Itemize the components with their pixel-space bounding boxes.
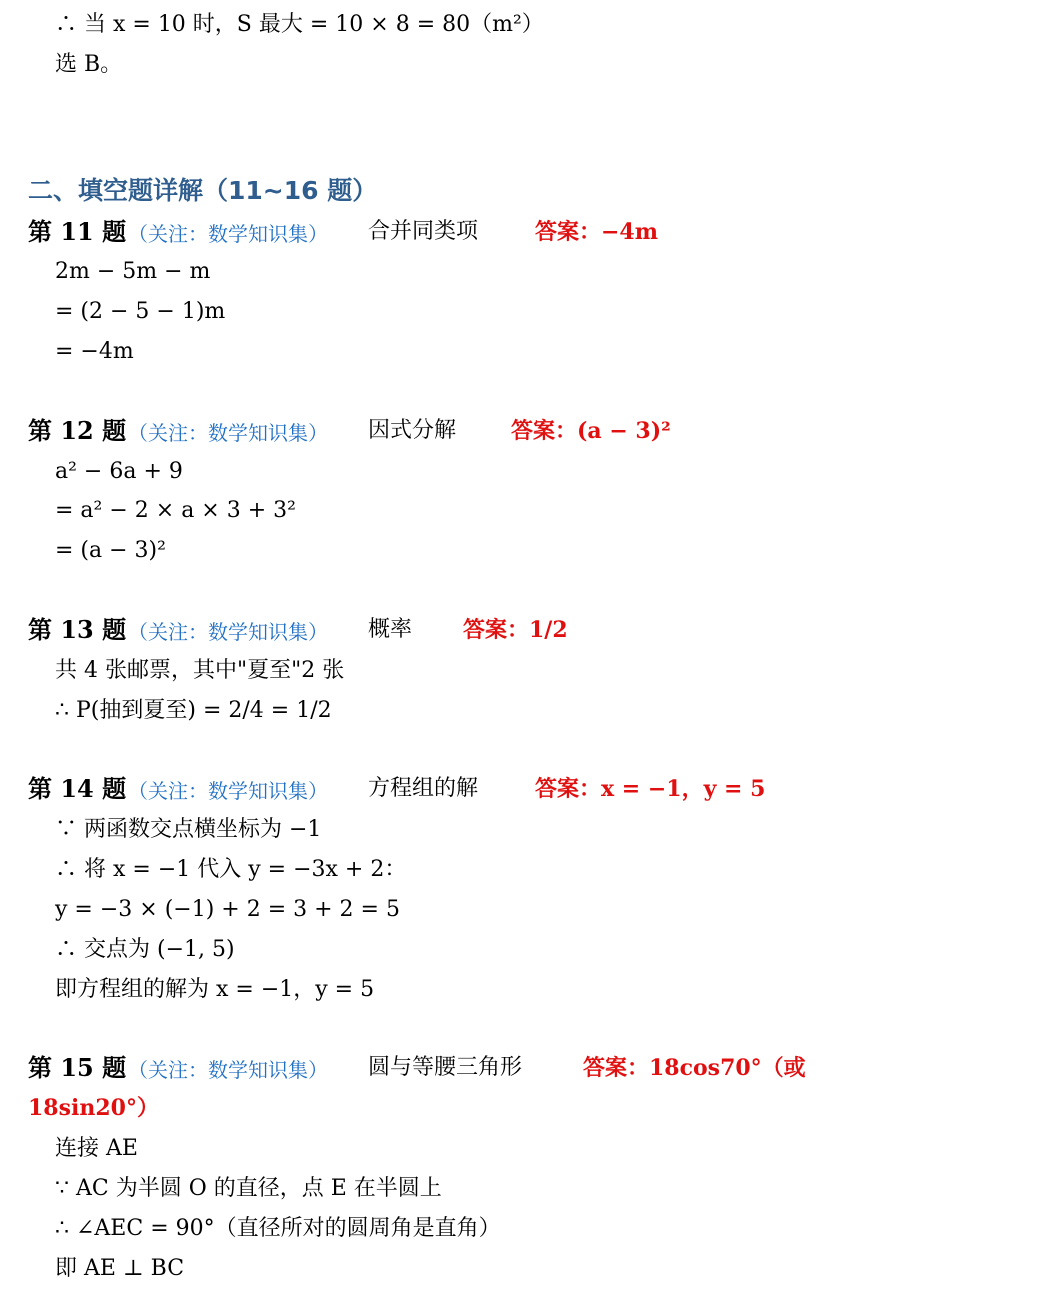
question-answer: 答案：18cos70°（或 <box>583 1055 806 1081</box>
solution-line: ∴ 将 x = −1 代入 y = −3x + 2： <box>55 857 407 882</box>
question-answer: 答案：(a − 3)² <box>511 418 671 444</box>
question-11-header <box>28 215 1018 249</box>
solution-line: = a² − 2 × a × 3 + 3² <box>55 498 296 523</box>
question-15-header <box>28 1051 1018 1085</box>
solution-line: ∴ 交点为 (−1, 5) <box>55 937 235 962</box>
solution-line: ∴ 当 x = 10 时，S 最大 = 10 × 8 = 80（m²） <box>55 12 544 37</box>
solution-line: y = −3 × (−1) + 2 = 3 + 2 = 5 <box>55 897 400 922</box>
focus-label: （关注：数学知识集） <box>128 1058 328 1082</box>
question-number: 第 11 题 <box>28 217 127 246</box>
question-number: 第 13 题 <box>28 615 127 644</box>
solution-line: = (a − 3)² <box>55 538 166 563</box>
focus-label: （关注：数学知识集） <box>128 222 328 246</box>
focus-label: （关注：数学知识集） <box>128 779 328 803</box>
question-topic: 方程组的解 <box>368 776 479 801</box>
solution-line: 即方程组的解为 x = −1，y = 5 <box>55 977 375 1002</box>
solution-line: 选 B。 <box>55 52 123 77</box>
focus-label: （关注：数学知识集） <box>128 421 328 445</box>
question-number: 第 12 题 <box>28 416 127 445</box>
question-number: 第 14 题 <box>28 774 127 803</box>
solution-line: ∴ ∠AEC = 90°（直径所对的圆周角是直角） <box>55 1216 501 1241</box>
solution-line: 共 4 张邮票，其中"夏至"2 张 <box>55 658 345 683</box>
question-number: 第 15 题 <box>28 1053 127 1082</box>
solution-line: a² − 6a + 9 <box>55 459 183 484</box>
solution-line: ∵ 两函数交点横坐标为 −1 <box>55 817 322 842</box>
question-14-header <box>28 772 1018 806</box>
question-answer: 答案：x = −1，y = 5 <box>535 776 766 802</box>
solution-line: = (2 − 5 − 1)m <box>55 299 226 324</box>
question-12-header <box>28 414 1018 448</box>
question-topic: 圆与等腰三角形 <box>368 1055 523 1080</box>
question-answer: 答案：1/2 <box>463 617 568 643</box>
solution-line: ∵ AC 为半圆 O 的直径，点 E 在半圆上 <box>55 1176 442 1201</box>
question-topic: 因式分解 <box>368 418 457 443</box>
solution-line: = −4m <box>55 339 134 364</box>
question-13-header <box>28 613 1018 647</box>
solution-line: 即 AE ⊥ BC <box>55 1256 185 1281</box>
focus-label: （关注：数学知识集） <box>128 620 328 644</box>
question-topic: 合并同类项 <box>368 219 479 244</box>
solution-line: 2m − 5m − m <box>55 259 211 284</box>
section-title: 二、填空题详解（11~16 题） <box>28 176 378 205</box>
question-answer: 答案：−4m <box>535 219 659 245</box>
question-topic: 概率 <box>368 617 413 642</box>
solution-line: 连接 AE <box>55 1136 138 1161</box>
question-answer-continued: 18sin20°） <box>28 1095 159 1121</box>
solution-line: ∴ P(抽到夏至) = 2/4 = 1/2 <box>55 698 332 723</box>
